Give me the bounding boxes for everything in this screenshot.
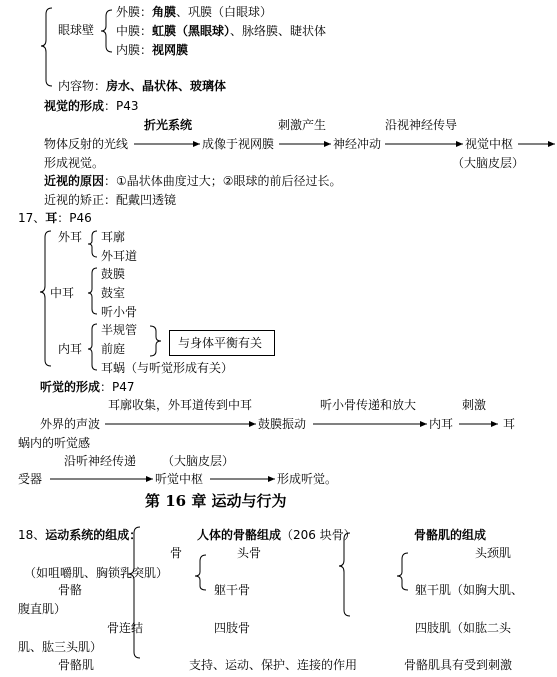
- hearing-step-2: 内耳: [429, 417, 454, 431]
- ear-outer-brace: [88, 231, 97, 257]
- head-bone: 头骨: [237, 546, 262, 560]
- ear-outer: 外耳: [58, 230, 83, 244]
- myopia-cause-text: ：①晶状体曲度过大；②眼球的前后径过长。: [104, 174, 342, 188]
- vision-ref: ：P43: [104, 99, 139, 113]
- skeleton-label: 骨骼: [58, 583, 83, 597]
- eye-middle-bold: 虹膜（黑眼球）: [152, 24, 231, 38]
- row2-text: （如咀嚼肌、胸锁乳突肌）: [24, 566, 169, 580]
- joint-label: 骨连结: [107, 621, 144, 635]
- ear-outer-1: 耳廓: [101, 230, 126, 244]
- balance-text: 与身体平衡有关: [178, 336, 263, 350]
- motion-colon: ：: [129, 528, 142, 542]
- head-neck-muscle: 头颈肌: [475, 546, 512, 560]
- hearing-above-3: 刺激: [462, 398, 487, 412]
- limb-muscle: 四肢肌（如肱二头: [415, 621, 512, 635]
- skeleton-count: （206 块骨）: [281, 528, 356, 542]
- eye-content-bold: 房水、晶状体、玻璃体: [106, 79, 227, 93]
- hearing-ref: ：P47: [100, 380, 135, 394]
- vision-step-1: 成像于视网膜: [202, 137, 275, 151]
- vision-above-2: 刺激产生: [278, 118, 327, 132]
- muscle-heading: 骨骼肌的组成: [414, 528, 487, 542]
- vision-note: （大脑皮层）: [452, 156, 525, 170]
- hearing-start: 外界的声波: [40, 417, 101, 431]
- ear-main-brace: [40, 231, 51, 366]
- hearing-step-3: 耳: [503, 417, 516, 431]
- ear-ref: ：P46: [57, 211, 92, 225]
- hearing-above-1: 耳廓收集，外耳道传到中耳: [108, 398, 253, 412]
- eye-wall-label: 眼球壁: [58, 23, 95, 37]
- vision-end: 形成视觉。: [44, 156, 105, 170]
- hearing-end: 形成听觉。: [277, 472, 338, 486]
- limb-bone: 四肢骨: [214, 621, 251, 635]
- motion-main-brace: [128, 527, 140, 658]
- ear-inner-3: 耳蜗（与听觉形成有关）: [101, 361, 234, 375]
- ear-middle-3: 听小骨: [101, 305, 138, 319]
- skeleton-heading: 人体的骨骼组成: [197, 528, 282, 542]
- hearing-line2: 蜗内的听觉感: [18, 436, 91, 450]
- eye-middle-rest: 、脉络膜、睫状体: [230, 24, 327, 38]
- eye-middle-prefix: 中膜：: [116, 24, 153, 38]
- bone-label: 骨: [170, 546, 183, 560]
- hearing-step-4: 听觉中枢: [155, 472, 204, 486]
- chapter-title: 第 16 章 运动与行为: [145, 492, 287, 510]
- trunk-muscle: 躯干肌（如胸大肌、: [415, 583, 524, 597]
- bone-brace: [195, 555, 206, 590]
- vision-step-2: 神经冲动: [333, 137, 382, 151]
- hearing-above-2: 听小骨传递和放大: [320, 398, 417, 412]
- skeleton-brace: [339, 533, 350, 616]
- hearing-heading: 听觉的形成: [40, 380, 101, 394]
- hearing-step-1: 鼓膜振动: [258, 417, 307, 431]
- hearing-note: （大脑皮层）: [162, 454, 235, 468]
- ear-inner-1: 半规管: [101, 323, 138, 337]
- ear-inner-2: 前庭: [101, 342, 126, 356]
- eye-main-brace: [41, 8, 52, 86]
- eye-content-prefix: 内容物：: [58, 79, 107, 93]
- motion-heading: 运动系统的组成: [45, 528, 130, 542]
- ear-outer-2: 外耳道: [101, 249, 138, 263]
- ear-middle-2: 鼓室: [101, 286, 126, 300]
- vision-step-3: 视觉中枢: [465, 137, 514, 151]
- trunk-bone: 躯干骨: [214, 583, 251, 597]
- eye-inner-prefix: 内膜：: [116, 43, 153, 57]
- eye-outer-prefix: 外膜：: [116, 5, 153, 19]
- balance-brace: [150, 326, 161, 356]
- ear-num: 17、: [18, 211, 46, 225]
- row3-text: 腹直肌）: [18, 602, 67, 616]
- ear-middle-1: 鼓膜: [101, 267, 126, 281]
- myopia-correction: 近视的矫正：配戴凹透镜: [44, 193, 177, 207]
- myopia-cause-label: 近视的原因: [44, 174, 105, 188]
- hearing-start2: 受器: [18, 472, 43, 486]
- function-text: 支持、运动、保护、连接的作用: [189, 658, 358, 672]
- vision-start: 物体反射的光线: [44, 137, 129, 151]
- eye-outer-rest: 、巩膜（白眼球）: [176, 5, 273, 19]
- hearing-above-4: 沿听神经传递: [64, 454, 137, 468]
- muscle-brace: [397, 553, 408, 590]
- vision-above-3: 沿视神经传导: [385, 118, 458, 132]
- ear-inner: 内耳: [58, 342, 83, 356]
- ear-heading: 耳: [45, 211, 58, 225]
- vision-above-1: 折光系统: [144, 118, 193, 132]
- eye-wall-brace: [101, 10, 112, 52]
- eye-inner-bold: 视网膜: [152, 43, 189, 57]
- ear-middle-brace: [88, 268, 97, 314]
- motion-num: 18、: [18, 528, 46, 542]
- ear-inner-brace: [88, 324, 97, 370]
- ear-middle: 中耳: [50, 286, 75, 300]
- muscle-label: 骨骼肌: [58, 658, 95, 672]
- row4-text: 肌、肱三头肌）: [18, 640, 103, 654]
- muscle-note: 骨骼肌具有受到刺激: [404, 658, 513, 672]
- vision-heading: 视觉的形成: [44, 99, 105, 113]
- eye-outer-bold: 角膜: [152, 5, 177, 19]
